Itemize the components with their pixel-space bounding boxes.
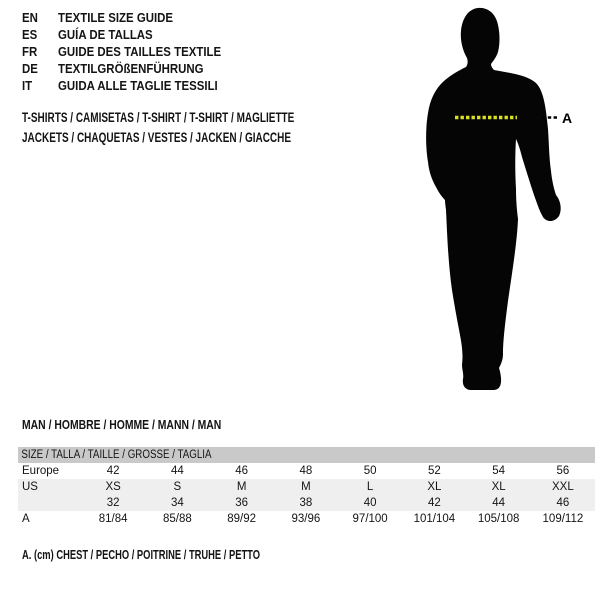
size-table	[18, 447, 595, 527]
language-row	[22, 43, 243, 60]
language-row	[22, 60, 243, 77]
language-row	[22, 77, 243, 94]
language-code: ES	[22, 27, 38, 42]
table-cell: XS	[105, 481, 121, 493]
table-cell: XXL	[552, 481, 574, 493]
table-cell: 40	[363, 497, 377, 509]
table-cell: 101/104	[413, 513, 456, 525]
language-code: FR	[22, 44, 38, 59]
measure-footnote: A. (cm) CHEST / PECHO / POITRINE / TRUHE / PETTO	[22, 547, 261, 562]
category-line-tshirts: T-SHIRTS / CAMISETAS / T-SHIRT / T-SHIRT / MAGLIETTE	[22, 110, 295, 125]
language-row	[22, 26, 243, 43]
language-title-list	[22, 9, 243, 94]
table-cell: 46	[556, 497, 570, 509]
table-cell: 44	[492, 497, 506, 509]
table-cell: 109/112	[542, 513, 584, 525]
table-cell: M	[236, 481, 247, 493]
measurement-figure	[390, 0, 600, 400]
size-row-chest	[18, 511, 595, 527]
size-row-numeric	[18, 495, 595, 511]
table-cell: 46	[235, 465, 249, 477]
table-cell: 38	[299, 497, 313, 509]
language-code: DE	[22, 61, 38, 76]
table-cell: 54	[492, 465, 506, 477]
language-row	[22, 9, 243, 26]
table-cell: 34	[170, 497, 184, 509]
table-cell: 32	[106, 497, 120, 509]
size-row-europe	[18, 463, 595, 479]
table-cell: 105/108	[477, 513, 520, 525]
table-cell: XL	[491, 481, 506, 493]
table-row-label: US	[22, 481, 38, 493]
measure-label: A	[562, 110, 573, 126]
language-label: TEXTILGRÖßENFÜHRUNG	[58, 61, 204, 76]
table-cell: 56	[556, 465, 570, 477]
language-code: IT	[22, 78, 33, 93]
garment-categories	[22, 108, 390, 148]
language-label: GUIDA ALLE TAGLIE TESSILI	[58, 78, 218, 93]
table-row-label: A	[22, 513, 30, 525]
table-cell: 81/84	[98, 513, 128, 525]
table-cell: 93/96	[291, 513, 321, 525]
size-table-header-label: SIZE / TALLA / TAILLE / GRÖSSE / TAGLIA	[21, 449, 212, 461]
table-cell: 52	[427, 465, 441, 477]
table-cell: 89/92	[227, 513, 257, 525]
table-row-label	[18, 495, 81, 511]
table-cell: L	[366, 481, 374, 493]
man-silhouette	[426, 8, 561, 390]
table-cell: S	[173, 481, 182, 493]
language-label: GUÍA DE TALLAS	[58, 27, 153, 42]
table-cell: 48	[299, 465, 313, 477]
table-cell: 85/88	[162, 513, 192, 525]
table-cell: 42	[427, 497, 441, 509]
table-cell: 42	[106, 465, 120, 477]
table-cell: 50	[363, 465, 377, 477]
size-table-header	[18, 447, 595, 463]
language-code: EN	[22, 10, 38, 25]
language-label: TEXTILE SIZE GUIDE	[58, 10, 174, 25]
category-line-jackets: JACKETS / CHAQUETAS / VESTES / JACKEN / GIACCHE	[22, 130, 292, 145]
table-cell: M	[301, 481, 311, 493]
size-row-us	[18, 479, 595, 495]
table-cell: 97/100	[352, 513, 388, 525]
table-cell: XL	[427, 481, 442, 493]
table-cell: 44	[170, 465, 184, 477]
size-table-header-row	[18, 447, 595, 463]
table-row-label: Europe	[22, 465, 60, 477]
table-cell: 36	[235, 497, 249, 509]
language-label: GUIDE DES TAILLES TEXTILE	[58, 44, 222, 59]
section-heading-man: MAN / HOMBRE / HOMME / MANN / MAN	[22, 417, 222, 432]
